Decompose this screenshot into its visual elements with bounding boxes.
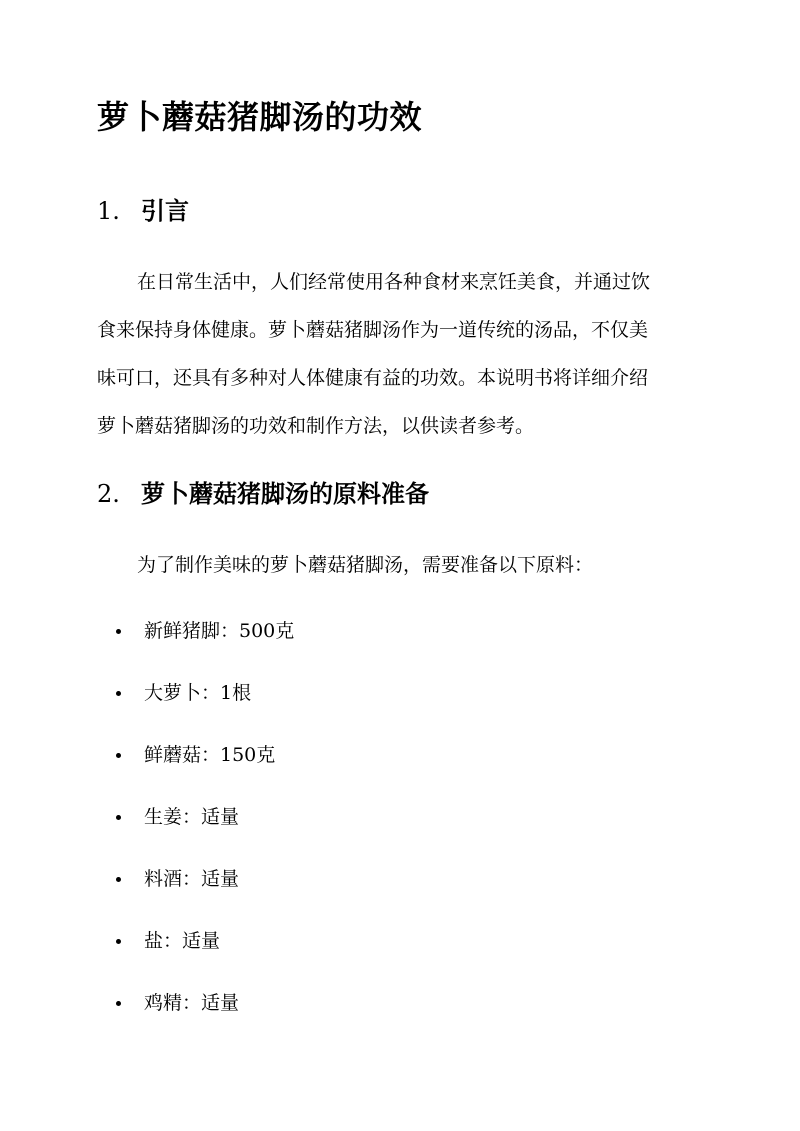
bullet-icon: [116, 1001, 121, 1006]
bullet-icon: [116, 753, 121, 758]
bullet-icon: [116, 939, 121, 944]
paragraph-line: 味可口，还具有多种对人体健康有益的功效。本说明书将详细介绍: [97, 367, 649, 389]
ingredients-intro-paragraph: [97, 541, 703, 589]
ingredient-text: 新鲜猪脚：500克: [144, 620, 295, 642]
ingredient-text: 鸡精：适量: [144, 992, 240, 1014]
ingredient-text: 大萝卜：1根: [144, 682, 252, 704]
section-heading-ingredients: [97, 477, 429, 511]
bullet-icon: [116, 691, 121, 696]
bullet-icon: [116, 815, 121, 820]
paragraph-line: 萝卜蘑菇猪脚汤的功效和制作方法，以供读者参考。: [97, 415, 535, 437]
paragraph-line: 在日常生活中，人们经常使用各种食材来烹饪美食，并通过饮: [137, 271, 651, 293]
ingredient-text: 鲜蘑菇：150克: [144, 744, 276, 766]
paragraph-line: 食来保持身体健康。萝卜蘑菇猪脚汤作为一道传统的汤品，不仅美: [97, 319, 649, 341]
section-title: 萝卜蘑菇猪脚汤的原料准备: [141, 479, 429, 508]
section-heading-introduction: [97, 194, 189, 228]
ingredient-text: 料酒：适量: [144, 868, 240, 890]
bullet-icon: [116, 629, 121, 634]
section-number: 1.: [97, 197, 120, 225]
section-title: 引言: [141, 196, 189, 225]
introduction-paragraph: [97, 258, 703, 450]
bullet-icon: [116, 877, 121, 882]
paragraph-line: 为了制作美味的萝卜蘑菇猪脚汤，需要准备以下原料：: [137, 554, 594, 576]
ingredient-text: 盐：适量: [144, 930, 221, 952]
ingredient-text: 生姜：适量: [144, 806, 240, 828]
section-number: 2.: [97, 480, 120, 508]
document-title: 萝卜蘑菇猪脚汤的功效: [97, 98, 423, 136]
